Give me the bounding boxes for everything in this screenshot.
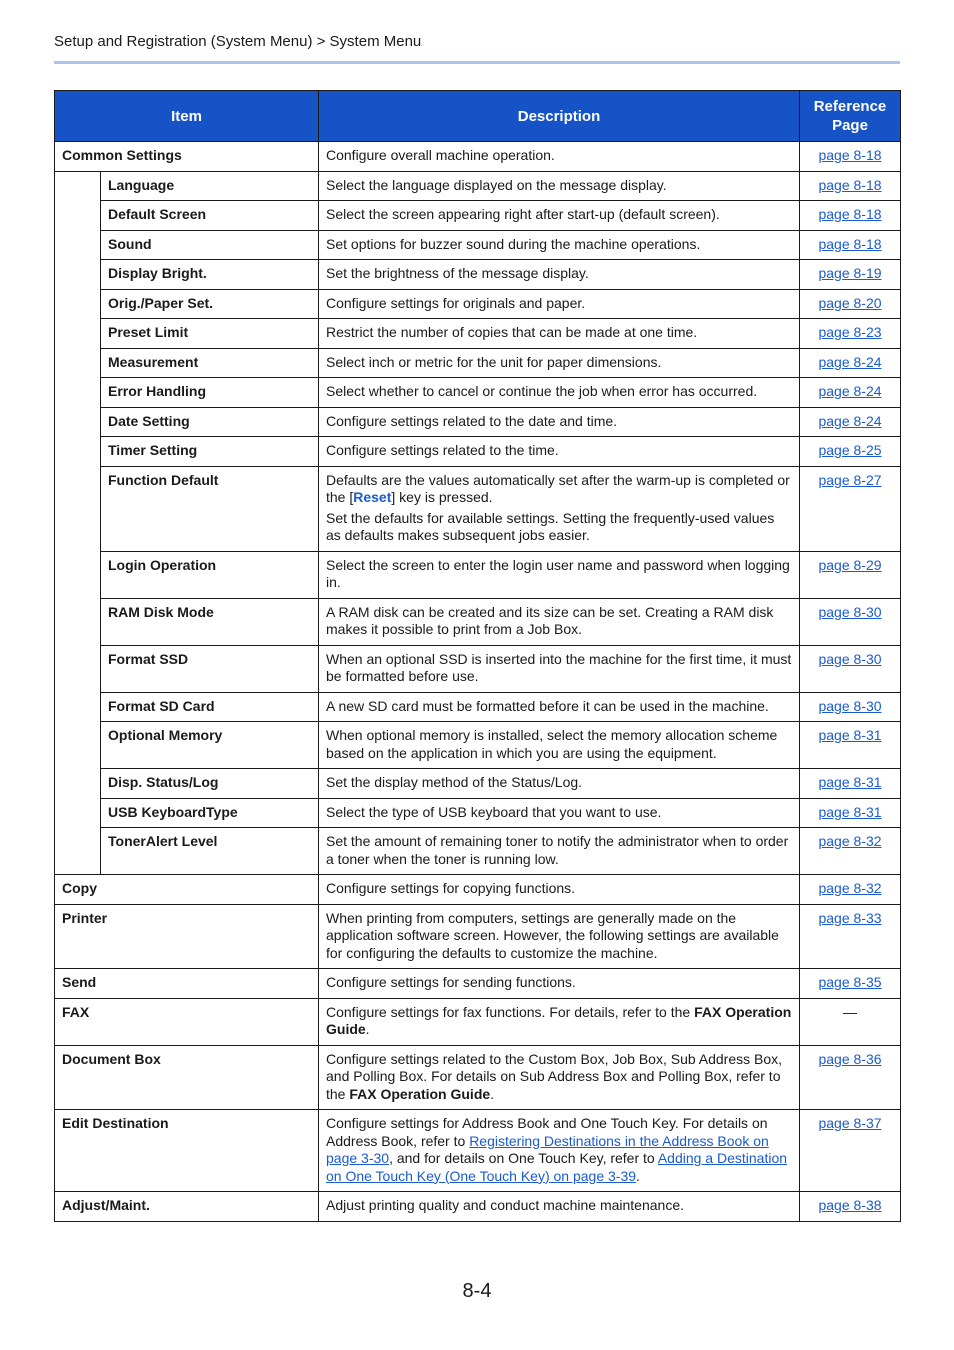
- description-text: Configure settings for Address Book and One Touch Key. For details on Address Book, refer to: [326, 1115, 768, 1149]
- indent-cell: [55, 319, 101, 349]
- breadcrumb: Setup and Registration (System Menu) > System Menu: [54, 33, 422, 50]
- indent-cell: [55, 645, 101, 692]
- reference-link[interactable]: page 8-31: [818, 803, 882, 820]
- reference-cell: [800, 378, 901, 408]
- table-row-format-sd-card: [55, 692, 901, 722]
- column-header-reference-line1: Reference: [813, 98, 887, 115]
- item-label: Adjust/Maint.: [55, 1192, 319, 1222]
- column-header-item: Item: [55, 91, 319, 142]
- table-row-adjust-maint: [55, 1192, 901, 1222]
- subitem-label: Login Operation: [101, 551, 319, 598]
- subitem-label: RAM Disk Mode: [101, 598, 319, 645]
- system-menu-table: [54, 90, 901, 1222]
- reference-link[interactable]: page 8-24: [818, 412, 882, 429]
- description-text: Configure settings related to the Custom Box, Job Box, Sub Address Box, and Polling Box. For details on Sub Address Box and Polling Box, refer to the: [326, 1050, 783, 1102]
- subitem-label: Preset Limit: [101, 319, 319, 349]
- reference-link[interactable]: page 8-20: [818, 294, 882, 311]
- reference-link[interactable]: page 8-32: [818, 880, 882, 896]
- indent-cell: [55, 289, 101, 319]
- subitem-description: Select the language displayed on the message display.: [319, 171, 800, 201]
- reference-link[interactable]: page 8-18: [818, 206, 882, 222]
- reference-link[interactable]: page 8-24: [818, 383, 882, 399]
- subitem-description: Restrict the number of copies that can be made at one time.: [319, 319, 800, 349]
- subitem-description: When an optional SSD is inserted into the machine for the first time, it must be formatted before use.: [319, 645, 800, 692]
- table-header-row: [55, 91, 901, 142]
- description-text: , and for details on One Touch Key, refer to: [389, 1150, 658, 1166]
- subitem-description: [319, 466, 800, 551]
- subitem-label: USB KeyboardType: [101, 798, 319, 828]
- table-row-copy: [55, 875, 901, 905]
- reference-link[interactable]: page 8-35: [818, 974, 882, 990]
- column-header-description: Description: [319, 91, 800, 142]
- reference-cell: [800, 319, 901, 349]
- reference-link[interactable]: page 8-30: [818, 697, 882, 714]
- description-paragraph: Set the defaults for available settings. Setting the frequently-used values as defaults makes subsequent jobs easier.: [326, 509, 775, 543]
- indent-cell: [55, 378, 101, 408]
- item-label: Edit Destination: [55, 1110, 319, 1192]
- subitem-description: When optional memory is installed, select the memory allocation scheme based on the application in which you are using the equipment.: [319, 722, 800, 769]
- subitem-label: TonerAlert Level: [101, 828, 319, 875]
- subitem-label: Orig./Paper Set.: [101, 289, 319, 319]
- table-row-language: [55, 171, 901, 201]
- table-row-sound: [55, 230, 901, 260]
- item-description: Adjust printing quality and conduct machine maintenance.: [319, 1192, 800, 1222]
- table-row-common-settings: [55, 142, 901, 172]
- item-description: When printing from computers, settings are generally made on the application software screen. However, the following settings are available for configuring the defaults to customize the machine.: [319, 904, 800, 969]
- address-book-link[interactable]: Registering Destinations in the Address Book on page 3-30: [326, 1132, 769, 1166]
- item-label: Printer: [55, 904, 319, 969]
- reference-cell: [800, 289, 901, 319]
- reference-link[interactable]: page 8-38: [818, 1197, 882, 1213]
- header-rule: [54, 61, 900, 64]
- subitem-label: Sound: [101, 230, 319, 260]
- indent-cell: [55, 692, 101, 722]
- reference-cell: [800, 466, 901, 551]
- reference-link[interactable]: page 8-23: [818, 324, 882, 340]
- reference-cell: [800, 230, 901, 260]
- item-label: FAX: [55, 998, 319, 1045]
- reference-link[interactable]: page 8-37: [818, 1115, 882, 1131]
- reference-link[interactable]: page 8-31: [818, 727, 882, 743]
- item-description: [319, 1045, 800, 1110]
- description-text: .: [490, 1085, 495, 1102]
- subitem-description: Select the type of USB keyboard that you want to use.: [319, 798, 800, 828]
- subitem-description: Configure settings for originals and paper.: [319, 289, 800, 319]
- table-row-error-handling: [55, 378, 901, 408]
- reference-link[interactable]: page 8-18: [818, 176, 882, 193]
- reference-link[interactable]: page 8-18: [818, 235, 882, 252]
- description-text: .: [636, 1167, 640, 1184]
- fax-guide-name: FAX Operation Guide: [349, 1085, 491, 1102]
- indent-cell: [55, 407, 101, 437]
- reference-cell: [800, 875, 901, 905]
- indent-cell: [55, 551, 101, 598]
- subitem-label: Measurement: [101, 348, 319, 378]
- subitem-label: Language: [101, 171, 319, 201]
- description-text: Defaults are the values automatically set after the warm-up is completed or the [: [326, 471, 790, 505]
- subitem-label: Timer Setting: [101, 437, 319, 467]
- reference-cell: [800, 260, 901, 290]
- item-label: Copy: [55, 875, 319, 905]
- subitem-description: Configure settings related to the date and time.: [319, 407, 800, 437]
- table-row-edit-destination: [55, 1110, 901, 1192]
- indent-cell: [55, 171, 101, 201]
- indent-cell: [55, 722, 101, 769]
- table-row-orig-paper-set: [55, 289, 901, 319]
- indent-cell: [55, 201, 101, 231]
- reference-cell: [800, 171, 901, 201]
- reference-cell: [800, 1045, 901, 1110]
- reference-cell: [800, 437, 901, 467]
- reference-link[interactable]: page 8-24: [818, 353, 882, 370]
- table-row-format-ssd: [55, 645, 901, 692]
- subitem-label: Date Setting: [101, 407, 319, 437]
- indent-cell: [55, 260, 101, 290]
- table-row-measurement: [55, 348, 901, 378]
- subitem-description: Set the brightness of the message display.: [319, 260, 800, 290]
- description-text: .: [365, 1021, 370, 1037]
- indent-cell: [55, 348, 101, 378]
- reference-cell: [800, 722, 901, 769]
- description-text: Configure settings for fax functions. For details, refer to the: [326, 1003, 695, 1020]
- table-row-display-bright: [55, 260, 901, 290]
- item-label: Common Settings: [55, 142, 319, 172]
- subitem-label: Function Default: [101, 466, 319, 551]
- subitem-label: Format SSD: [101, 645, 319, 692]
- item-description: [319, 998, 800, 1045]
- reference-cell: [800, 692, 901, 722]
- table-row-default-screen: [55, 201, 901, 231]
- subitem-description: Set the display method of the Status/Log.: [319, 769, 800, 799]
- table-row-send: [55, 969, 901, 999]
- subitem-label: Default Screen: [101, 201, 319, 231]
- table-row-login-operation: [55, 551, 901, 598]
- subitem-label: Error Handling: [101, 378, 319, 408]
- indent-cell: [55, 230, 101, 260]
- reference-cell: [800, 904, 901, 969]
- reset-key-label: Reset: [353, 489, 392, 505]
- reference-link[interactable]: page 8-25: [818, 442, 882, 458]
- reference-cell: —: [800, 998, 901, 1045]
- reference-cell: [800, 551, 901, 598]
- reference-link[interactable]: page 8-19: [818, 265, 882, 281]
- reference-cell: [800, 798, 901, 828]
- indent-cell: [55, 598, 101, 645]
- column-header-reference: [800, 91, 901, 142]
- indent-cell: [55, 798, 101, 828]
- item-label: Send: [55, 969, 319, 999]
- table-row-printer: [55, 904, 901, 969]
- reference-cell: [800, 645, 901, 692]
- page-number: 8-4: [462, 1280, 492, 1302]
- subitem-description: Select the screen to enter the login user name and password when logging in.: [319, 551, 800, 598]
- subitem-description: A new SD card must be formatted before it can be used in the machine.: [319, 692, 800, 722]
- indent-cell: [55, 769, 101, 799]
- subitem-label: Format SD Card: [101, 692, 319, 722]
- indent-cell: [55, 466, 101, 551]
- table-row-preset-limit: [55, 319, 901, 349]
- subitem-description: Configure settings related to the time.: [319, 437, 800, 467]
- description-text: ] key is pressed.: [391, 489, 493, 505]
- one-touch-key-link[interactable]: Adding a Destination on One Touch Key (One Touch Key) on page 3-39: [326, 1150, 788, 1184]
- subitem-description: Set the amount of remaining toner to notify the administrator when to order a toner when the toner is running low.: [319, 828, 800, 875]
- item-label: Document Box: [55, 1045, 319, 1110]
- item-description: Configure settings for copying functions.: [319, 875, 800, 905]
- table-row-optional-memory: [55, 722, 901, 769]
- table-row-timer-setting: [55, 437, 901, 467]
- reference-cell: [800, 969, 901, 999]
- reference-link[interactable]: page 8-27: [818, 471, 882, 488]
- reference-cell: [800, 142, 901, 172]
- indent-cell: [55, 437, 101, 467]
- indent-cell: [55, 828, 101, 875]
- item-description: [319, 1110, 800, 1192]
- description-paragraph: [326, 472, 792, 507]
- reference-cell: [800, 407, 901, 437]
- reference-cell: [800, 1110, 901, 1192]
- reference-cell: [800, 769, 901, 799]
- reference-link[interactable]: page 8-30: [818, 603, 882, 620]
- subitem-label: Optional Memory: [101, 722, 319, 769]
- table-row-date-setting: [55, 407, 901, 437]
- reference-link[interactable]: page 8-30: [818, 650, 882, 667]
- item-description: Configure settings for sending functions.: [319, 969, 800, 999]
- reference-cell: [800, 201, 901, 231]
- subitem-description: A RAM disk can be created and its size can be set. Creating a RAM disk makes it possible to print from a Job Box.: [319, 598, 800, 645]
- reference-link[interactable]: page 8-31: [818, 774, 882, 790]
- table-row-usb-keyboardtype: [55, 798, 901, 828]
- reference-cell: [800, 348, 901, 378]
- reference-link[interactable]: page 8-29: [818, 556, 882, 573]
- table-row-document-box: [55, 1045, 901, 1110]
- reference-cell: [800, 1192, 901, 1222]
- subitem-description: Select the screen appearing right after start-up (default screen).: [319, 201, 800, 231]
- item-description: Configure overall machine operation.: [319, 142, 800, 172]
- column-header-reference-line2: Page: [832, 117, 868, 134]
- subitem-description: Select inch or metric for the unit for paper dimensions.: [319, 348, 800, 378]
- reference-cell: [800, 598, 901, 645]
- fax-guide-name: FAX Operation Guide: [326, 1003, 792, 1037]
- table-row-fax: [55, 998, 901, 1045]
- subitem-description: Select whether to cancel or continue the job when error has occurred.: [319, 378, 800, 408]
- table-row-toneralert-level: [55, 828, 901, 875]
- subitem-label: Display Bright.: [101, 260, 319, 290]
- reference-link[interactable]: page 8-36: [818, 1050, 882, 1067]
- subitem-description: Set options for buzzer sound during the machine operations.: [319, 230, 800, 260]
- reference-link[interactable]: page 8-18: [818, 147, 882, 163]
- reference-cell: [800, 828, 901, 875]
- reference-link[interactable]: page 8-32: [818, 833, 882, 849]
- subitem-label: Disp. Status/Log: [101, 769, 319, 799]
- table-row-ram-disk-mode: [55, 598, 901, 645]
- reference-link[interactable]: page 8-33: [818, 909, 882, 926]
- table-row-function-default: [55, 466, 901, 551]
- table-row-disp-status-log: [55, 769, 901, 799]
